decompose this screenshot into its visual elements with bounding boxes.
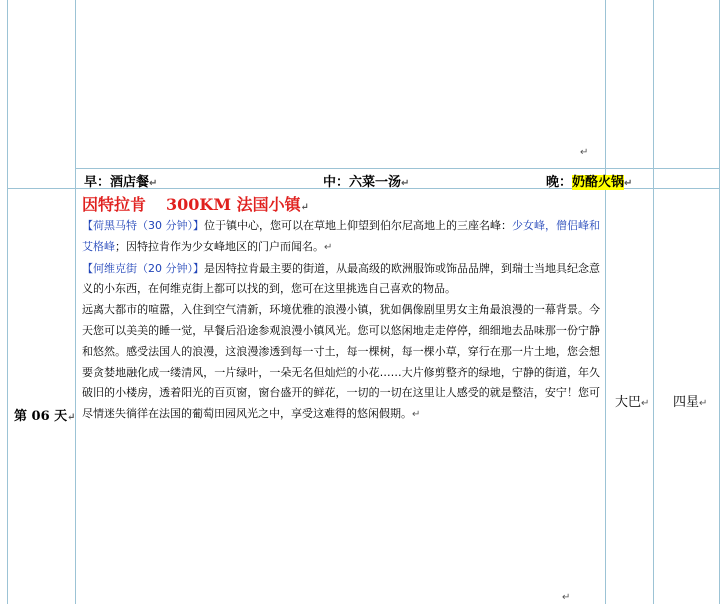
paragraph-mark: ↵ [580, 147, 589, 158]
meal-row-top [75, 168, 719, 169]
title-city: 因特拉肯 [82, 195, 147, 214]
paragraph-1: 【荷黑马特（30 分钟）】位于镇中心，您可以在草地上仰望到伯尔尼高地上的三座名峰：少女峰，僧侣峰和艾格峰；因特拉肯作为少女峰地区的门户而闻名。↵ [82, 219, 600, 253]
breakfast-text: 早：酒店餐 [84, 175, 150, 190]
hotel-cell: 四星↵ [673, 395, 708, 410]
day-label: 第 06 天↵ [14, 409, 76, 424]
transport-cell: 大巴↵ [615, 395, 650, 410]
table-border-left [7, 0, 8, 604]
transport-text: 大巴 [615, 395, 642, 410]
dinner-label: 晚： [546, 175, 573, 190]
p2-highlight: 【何维克街（20 分钟）】 [82, 261, 204, 275]
p1-text: 位于镇中心，您可以在草地上仰望到伯尔尼高地上的三座名峰： [204, 219, 512, 232]
p1-tail: ；因特拉肯作为少女峰地区的门户而闻名。 [115, 239, 324, 253]
table-divider-content [605, 0, 606, 604]
p1-highlight: 【荷黑马特（30 分钟）】 [82, 219, 204, 232]
dinner-highlight: 奶酪火锅 [572, 175, 625, 190]
day-label-text: 第 06 天 [14, 409, 68, 424]
hotel-text: 四星 [673, 395, 700, 410]
title-distance: 300KM 法国小镇 [166, 195, 301, 214]
table-border-right [719, 0, 720, 604]
p2-text: 是因特拉肯最主要的街道，从最高级的欧洲服饰或饰品品牌，到瑞士当地具纪念意义的小东西，在何维克街上都可以找的到，您可在这里挑选自己喜欢的物品。 [82, 261, 600, 296]
paragraph-mark: ↵ [562, 592, 571, 603]
paragraph-3: 远离大都市的喧嚣，入住到空气清新，环境优雅的浪漫小镇，犹如偶像剧里男女主角最浪漫的一幕背景。今天您可以美美的睡一觉，早餐后沿途参观浪漫小镇风光。您可以悠闲地走走停停，细细地去品味那一份宁静和悠然。感受法国人的浪漫，这浪漫渗透到每一寸土，每一棵树，每一棵小草，穿行在那一片土地，您会想要贪婪地融化成一缕清风，一片绿叶，一朵无名但灿烂的小花……大片修剪整齐的绿地，宁静的街道，年久破旧的小楼房，透着阳光的百页窗，窗台盛开的鲜花，一切的一切在这里让人感受的就是整洁，安宁！您可尽情迷失徜徉在法国的葡萄田园风光之中，享受这难得的悠闲假期。↵ [82, 303, 600, 421]
p1-peaks: 少女峰，僧侣峰和艾格峰 [82, 219, 600, 253]
dinner-info: 晚：奶酪火锅↵ [546, 175, 633, 190]
itinerary-body [82, 216, 600, 426]
breakfast-info: 早：酒店餐↵ [84, 175, 158, 190]
lunch-text: 中：六菜一汤 [323, 175, 402, 190]
paragraph-2 [82, 259, 600, 301]
p3-text: 远离大都市的喧嚣，入住到空气清新，环境优雅的浪漫小镇，犹如偶像剧里男女主角最浪漫的一幕背景。今天您可以美美的睡一觉，早餐后沿途参观浪漫小镇风光。您可以悠闲地走走停停，细细地去品味那一份宁静和悠然。感受法国人的浪漫，这浪漫渗透到每一寸土，每一棵树，每一棵小草，穿行在那一片土地，您会想要贪婪地融化成一缕清风，一片绿叶，一朵无名但灿烂的小花……大片修剪整齐的绿地，宁静的街道，年久破旧的小楼房，透着阳光的百页窗，窗台盛开的鲜花，一切的一切在这里让人感受的就是整洁，安宁！您可尽情迷失徜徉在法国的葡萄田园风光之中，享受这难得的悠闲假期。 [82, 303, 600, 421]
table-divider-transport [653, 0, 654, 604]
table-divider-day [75, 0, 76, 604]
day-title: 因特拉肯 300KM 法国小镇↵ [82, 195, 309, 214]
lunch-info: 中：六菜一汤↵ [323, 175, 410, 190]
